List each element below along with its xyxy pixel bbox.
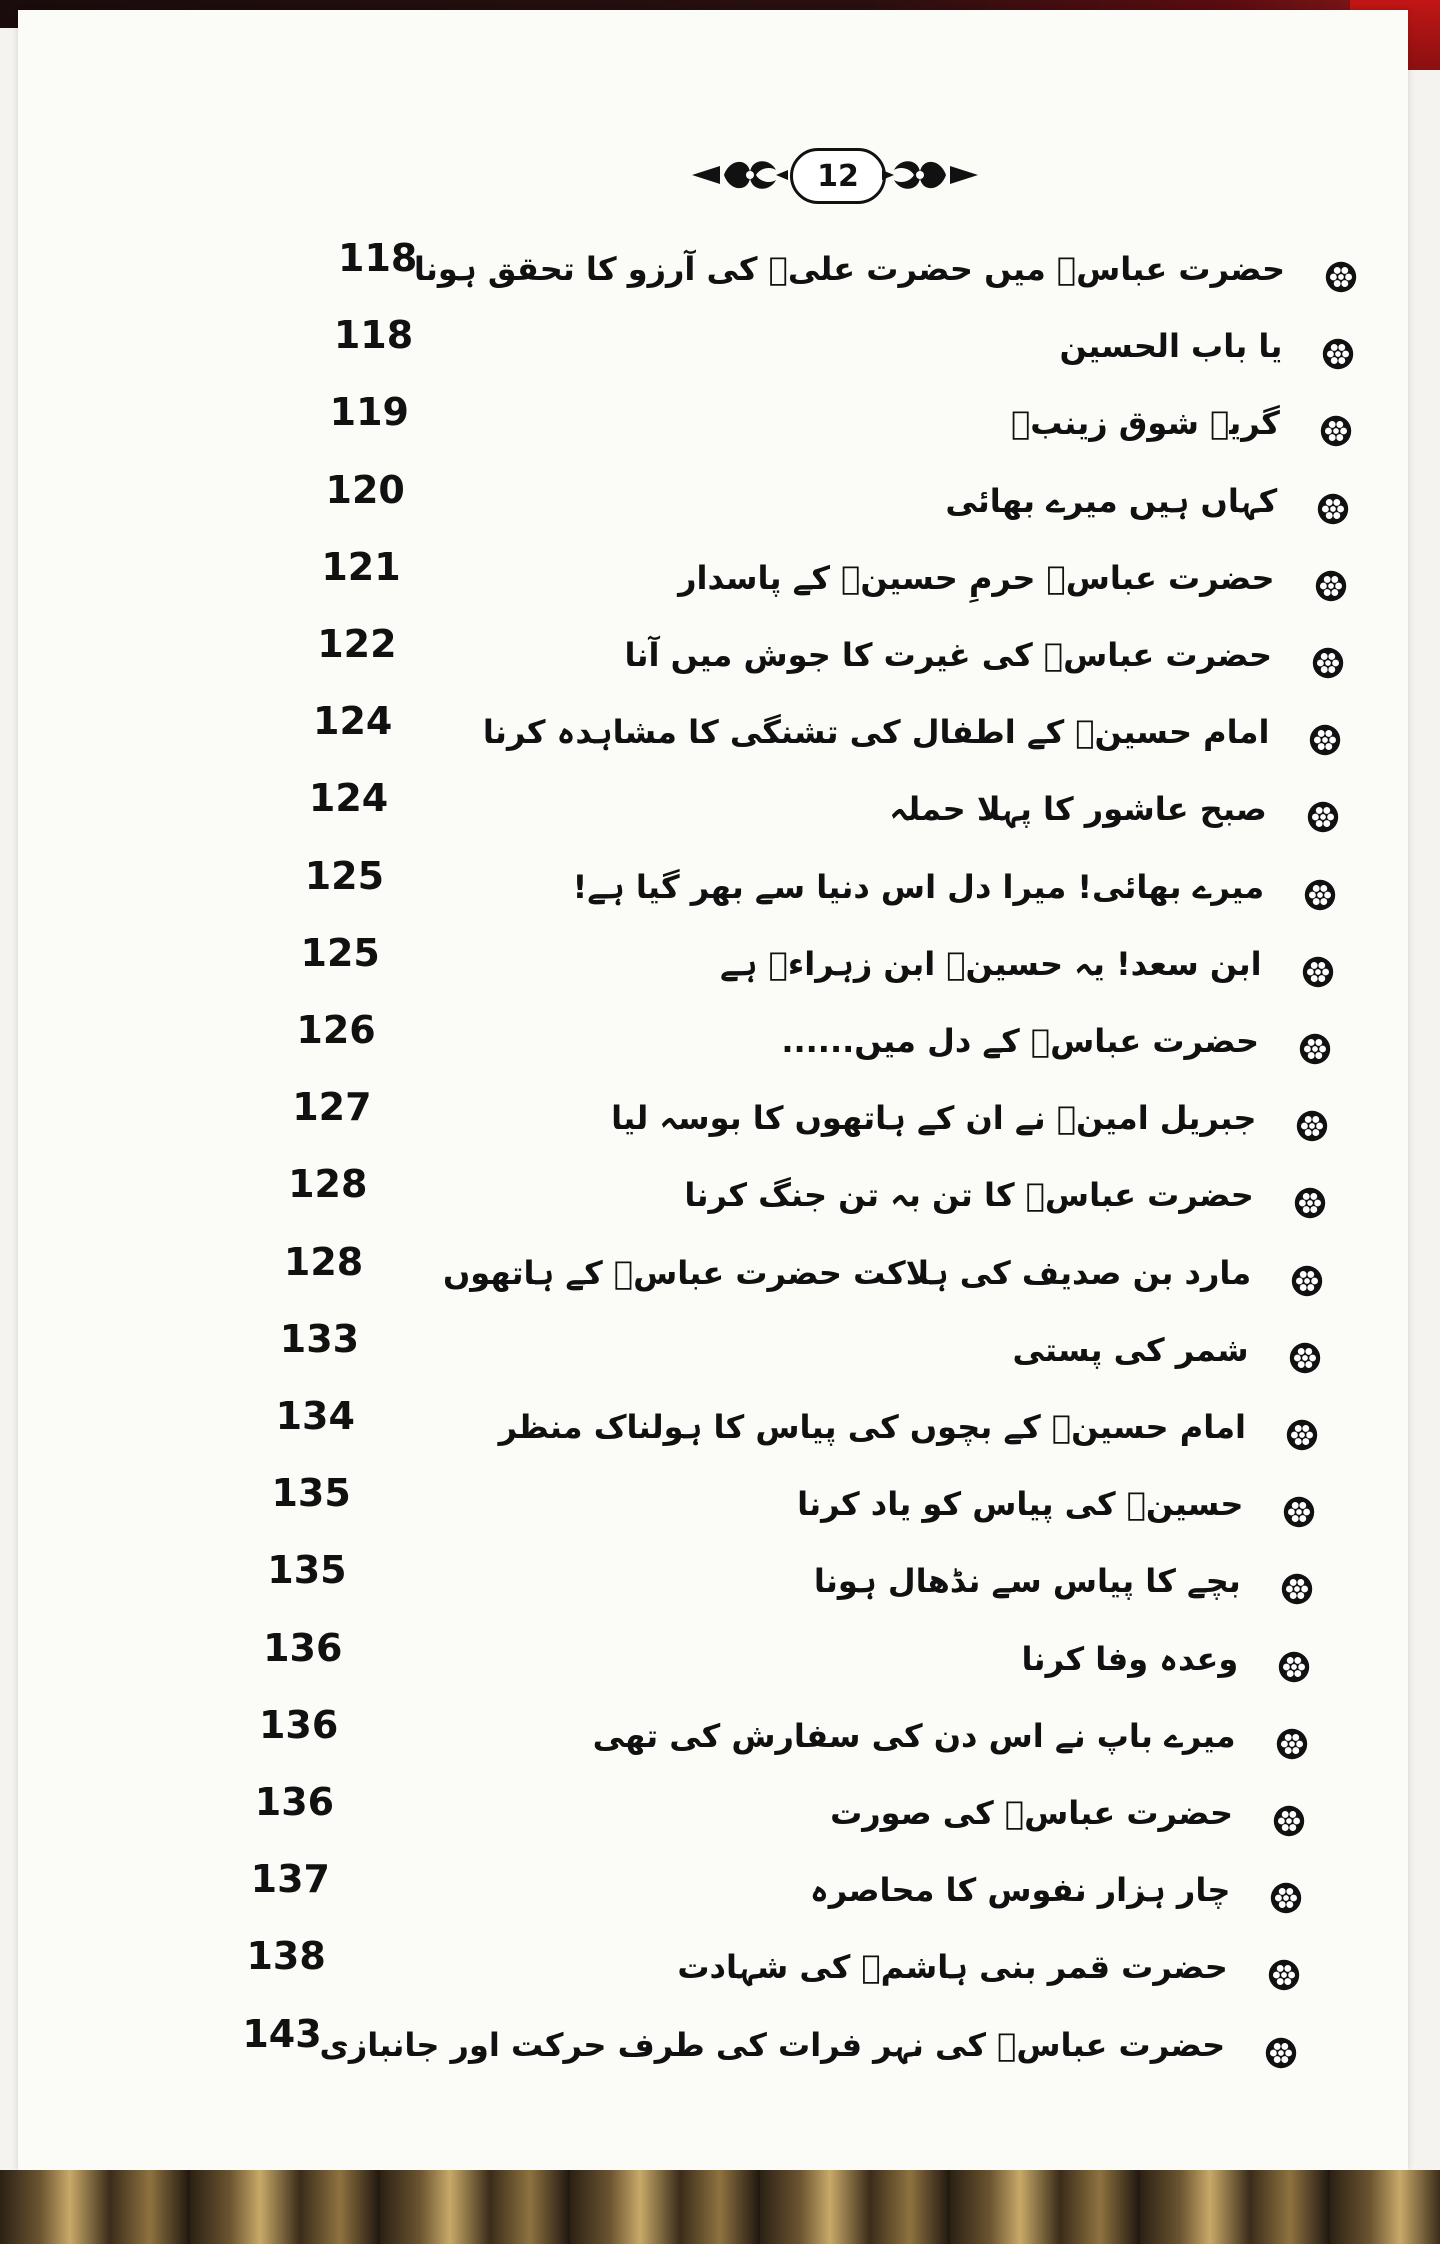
toc-page-number: 119	[329, 390, 409, 435]
flower-bullet-icon	[1293, 1107, 1331, 1145]
toc-entry	[0, 1471, 1440, 1541]
toc-page-number: 135	[267, 1548, 347, 1593]
toc-entry-title: حضرت عباسؑ کی نہر فرات کی طرف حرکت اور جانبازی	[319, 2025, 1226, 2064]
toc-entry-title: ابن سعد! یہ حسینؑ ابن زہراءؑ ہے	[720, 944, 1262, 983]
toc-page-number: 137	[250, 1857, 330, 1902]
toc-page-number: 125	[304, 853, 385, 898]
flower-bullet-icon	[1301, 876, 1339, 914]
toc-page-number: 125	[300, 930, 380, 975]
toc-entry	[0, 313, 1440, 383]
toc-entry	[0, 1008, 1440, 1078]
toc-entry	[0, 931, 1440, 1001]
toc-entry-title: گریہ شوق زینبؑ	[1011, 404, 1280, 443]
toc-page-number: 143	[242, 2011, 322, 2056]
toc-entry-title: وعدہ وفا کرنا	[1021, 1639, 1239, 1678]
toc-entry-title: امام حسینؑ کے اطفال کی تشنگی کا مشاہدہ کرنا	[482, 713, 1270, 752]
toc-entry-title: صبح عاشور کا پہلا حملہ	[889, 790, 1267, 829]
toc-entry-title: یا باب الحسین	[1059, 327, 1283, 366]
flower-bullet-icon	[1265, 1956, 1303, 1994]
toc-page-number: 128	[283, 1239, 364, 1284]
toc-entry-title: بچے کا پیاس سے نڈھال ہونا	[813, 1562, 1241, 1601]
toc-entry	[0, 1240, 1440, 1310]
toc-entry-title: حضرت عباسؑ کا تن بہ تن جنگ کرنا	[684, 1176, 1254, 1215]
toc-page-number: 135	[271, 1471, 351, 1516]
flower-bullet-icon	[1278, 1570, 1316, 1608]
toc-entry	[0, 699, 1440, 769]
toc-entry-title: حضرت عباسؑ حرمِ حسینؑ کے پاسدار	[678, 558, 1275, 597]
toc-entry	[0, 390, 1440, 460]
toc-page-number: 124	[313, 699, 393, 744]
toc-entry	[0, 776, 1440, 846]
toc-entry-title: میرے بھائی! میرا دل اس دنیا سے بھر گیا ہے!	[572, 867, 1265, 906]
toc-entry	[0, 236, 1440, 306]
flower-bullet-icon	[1288, 1262, 1326, 1300]
toc-page-number: 128	[288, 1162, 368, 1207]
toc-entry-title: کہاں ہیں میرے بھائی	[945, 481, 1278, 520]
toc-entry	[0, 1162, 1440, 1232]
toc-page-number: 136	[254, 1780, 335, 1824]
toc-entry	[0, 1626, 1440, 1696]
flower-bullet-icon	[1296, 1030, 1334, 1068]
flower-bullet-icon	[1314, 490, 1352, 528]
flower-bullet-icon	[1317, 412, 1355, 450]
toc-page-number: 134	[275, 1394, 355, 1438]
flower-bullet-icon	[1286, 1339, 1324, 1377]
toc-entry-title: حسینؑ کی پیاس کو یاد کرنا	[797, 1485, 1244, 1524]
toc-page-number: 133	[279, 1316, 360, 1361]
flower-bullet-icon	[1309, 644, 1347, 682]
toc-entry	[0, 854, 1440, 924]
flower-bullet-icon	[1306, 721, 1344, 759]
page-number: 12	[790, 148, 886, 204]
flower-bullet-icon	[1267, 1879, 1305, 1917]
toc-entry-title: میرے باپ نے اس دن کی سفارش کی تھی	[592, 1716, 1236, 1755]
flower-bullet-icon	[1299, 953, 1337, 991]
toc-entry	[0, 1548, 1440, 1618]
flower-bullet-icon	[1312, 567, 1350, 605]
toc-entry-title: حضرت عباسؑ میں حضرت علیؑ کی آرزو کا تحقق ہونا	[413, 250, 1285, 288]
toc-page-number: 124	[308, 776, 389, 821]
flower-bullet-icon	[1262, 2034, 1300, 2072]
toc-page-number: 121	[321, 544, 401, 589]
toc-entry-title: حضرت قمر بنی ہاشمؑ کی شہادت	[677, 1948, 1228, 1987]
toc-entry	[0, 1317, 1440, 1387]
toc-entry	[0, 1394, 1440, 1464]
flower-bullet-icon	[1291, 1184, 1329, 1222]
toc-page-number: 136	[263, 1625, 343, 1670]
toc-entry-title: حضرت عباسؑ کی صورت	[830, 1794, 1233, 1832]
toc-entry	[0, 1934, 1440, 2004]
toc-page-number: 126	[296, 1008, 376, 1052]
toc-entry-title: حضرت عباسؑ کی غیرت کا جوش میں آنا	[624, 636, 1272, 674]
toc-entry-title: حضرت عباسؑ کے دل میں......	[781, 1022, 1259, 1060]
toc-page-number: 120	[325, 467, 405, 512]
toc-page-number: 136	[258, 1702, 339, 1747]
flower-bullet-icon	[1283, 1416, 1321, 1454]
toc-entry-title: شمر کی پستی	[1012, 1330, 1249, 1369]
toc-page-number: 118	[338, 236, 418, 280]
toc-page-number: 127	[292, 1085, 372, 1130]
toc-entry	[0, 1085, 1440, 1155]
toc-entry-title: جبریل امینؑ نے ان کے ہاتھوں کا بوسہ لیا	[611, 1099, 1257, 1138]
toc-entry-title: چار ہزار نفوس کا محاصرہ	[809, 1871, 1231, 1910]
toc-entry	[0, 1780, 1440, 1850]
toc-entry	[0, 1857, 1440, 1927]
flower-bullet-icon	[1322, 258, 1360, 296]
flower-bullet-icon	[1304, 798, 1342, 836]
flower-bullet-icon	[1280, 1493, 1318, 1531]
flower-bullet-icon	[1319, 335, 1357, 373]
toc-entry	[0, 1703, 1440, 1773]
flower-bullet-icon	[1270, 1802, 1308, 1840]
toc-entry	[0, 622, 1440, 692]
flower-bullet-icon	[1273, 1725, 1311, 1763]
toc-page-number: 122	[317, 622, 397, 666]
flower-bullet-icon	[1275, 1648, 1313, 1686]
toc-page-number: 118	[333, 313, 414, 358]
toc-entry	[0, 2012, 1440, 2082]
toc-entry-title: امام حسینؑ کے بچوں کی پیاس کا ہولناک منظر	[498, 1408, 1246, 1446]
toc-page-number: 138	[246, 1934, 326, 1979]
toc-entry-title: مارد بن صدیف کی ہلاکت حضرت عباسؑ کے ہاتھوں	[442, 1253, 1252, 1292]
toc-entry	[0, 468, 1440, 538]
toc-entry	[0, 545, 1440, 615]
